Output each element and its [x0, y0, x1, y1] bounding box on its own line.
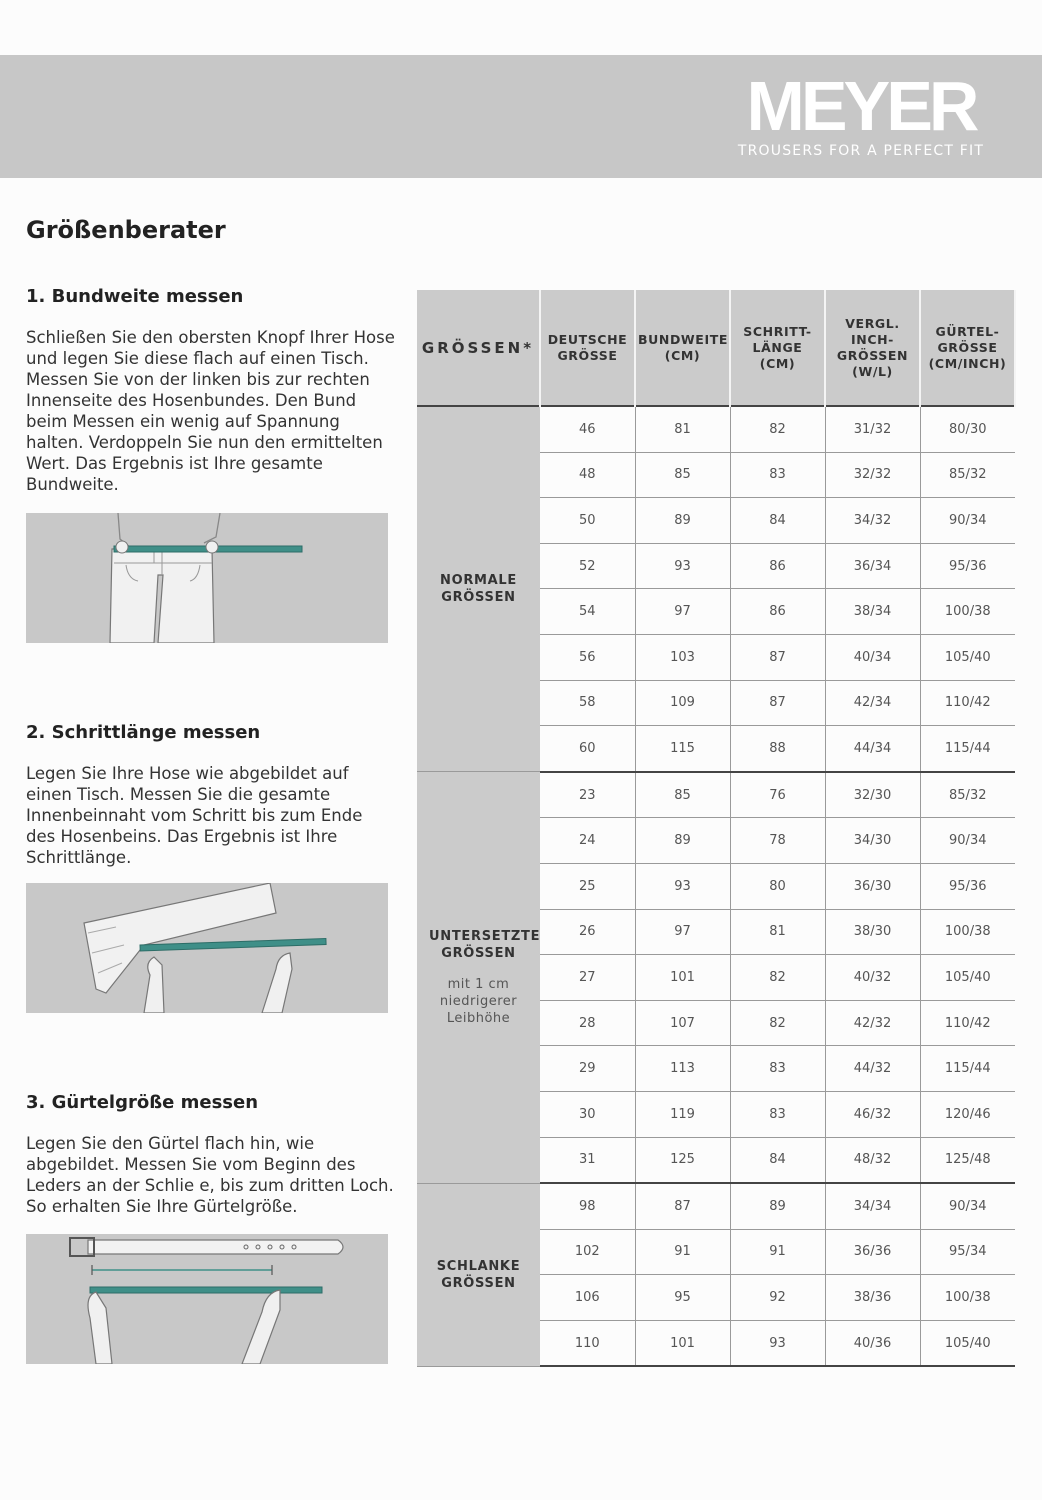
cell-schrittlaenge: 81 — [730, 909, 825, 955]
cell-deutsche-groesse: 50 — [540, 498, 635, 544]
cell-inch-groesse: 34/34 — [825, 1183, 920, 1229]
cell-schrittlaenge: 92 — [730, 1275, 825, 1321]
size-group-note: mit 1 cm niedrigerer Leibhöhe — [439, 976, 518, 1026]
cell-bundweite: 97 — [635, 589, 730, 635]
section-text-schrittlaenge: Legen Sie Ihre Hose wie abgebildet auf einen Tisch. Messen Sie die gesamte Innenbeinnaht vom Schritt bis zum Ende des Hosenbeins. Das Ergebnis ist Ihre Schrittlänge. — [26, 764, 363, 867]
cell-schrittlaenge: 87 — [730, 680, 825, 726]
cell-inch-groesse: 40/32 — [825, 955, 920, 1001]
cell-deutsche-groesse: 102 — [540, 1229, 635, 1275]
cell-schrittlaenge: 86 — [730, 543, 825, 589]
cell-schrittlaenge: 80 — [730, 863, 825, 909]
cell-guertelgroesse: 95/34 — [920, 1229, 1015, 1275]
cell-inch-groesse: 40/36 — [825, 1320, 920, 1366]
cell-bundweite: 119 — [635, 1091, 730, 1137]
belt-measure-illustration — [26, 1234, 388, 1364]
size-group-label — [417, 406, 540, 772]
cell-deutsche-groesse: 52 — [540, 543, 635, 589]
table-row — [417, 772, 1015, 818]
table-row — [417, 406, 1015, 452]
cell-guertelgroesse: 85/32 — [920, 452, 1015, 498]
table-row — [417, 1183, 1015, 1229]
brand-tagline: TROUSERS FOR A PERFECT FIT — [737, 143, 985, 159]
cell-schrittlaenge: 84 — [730, 498, 825, 544]
cell-schrittlaenge: 89 — [730, 1183, 825, 1229]
cell-inch-groesse: 34/32 — [825, 498, 920, 544]
cell-inch-groesse: 44/34 — [825, 726, 920, 772]
cell-bundweite: 91 — [635, 1229, 730, 1275]
size-group-label — [417, 772, 540, 1183]
brand-name: MEYER — [746, 75, 976, 137]
page-title: Größenberater — [26, 216, 226, 244]
cell-bundweite: 93 — [635, 543, 730, 589]
cell-bundweite: 95 — [635, 1275, 730, 1321]
cell-bundweite: 109 — [635, 680, 730, 726]
size-table-body — [417, 406, 1015, 1366]
cell-guertelgroesse: 90/34 — [920, 1183, 1015, 1229]
cell-schrittlaenge: 76 — [730, 772, 825, 818]
cell-inch-groesse: 48/32 — [825, 1137, 920, 1183]
cell-inch-groesse: 38/30 — [825, 909, 920, 955]
cell-deutsche-groesse: 26 — [540, 909, 635, 955]
cell-guertelgroesse: 110/42 — [920, 680, 1015, 726]
cell-inch-groesse: 38/34 — [825, 589, 920, 635]
cell-guertelgroesse: 80/30 — [920, 406, 1015, 452]
cell-deutsche-groesse: 23 — [540, 772, 635, 818]
cell-deutsche-groesse: 48 — [540, 452, 635, 498]
size-group-name: SCHLANKE GRÖSSEN — [436, 1258, 521, 1291]
section-text-bundweite: Schließen Sie den obersten Knopf Ihrer Hose und legen Sie diese flach auf einen Tisch. Messen Sie von der linken bis zur rechten Innenseite des Hosenbundes. Den Bund beim Messen ein wenig auf Spannung halten. Verdoppeln Sie nun den ermittelten Wert. Das Ergebnis ist Ihre gesamte Bundweite. — [26, 328, 395, 494]
section-title-bundweite: 1. Bundweite messen — [26, 286, 244, 307]
size-group-label — [417, 1183, 540, 1366]
cell-schrittlaenge: 87 — [730, 634, 825, 680]
section-title-schrittlaenge: 2. Schrittlänge messen — [26, 722, 261, 743]
cell-bundweite: 85 — [635, 452, 730, 498]
cell-guertelgroesse: 110/42 — [920, 1000, 1015, 1046]
cell-inch-groesse: 32/32 — [825, 452, 920, 498]
cell-inch-groesse: 46/32 — [825, 1091, 920, 1137]
cell-deutsche-groesse: 98 — [540, 1183, 635, 1229]
cell-bundweite: 115 — [635, 726, 730, 772]
header-schrittlaenge: SCHRITT-LÄNGE (CM) — [730, 290, 825, 406]
cell-deutsche-groesse: 56 — [540, 634, 635, 680]
cell-guertelgroesse: 115/44 — [920, 726, 1015, 772]
cell-inch-groesse: 34/30 — [825, 818, 920, 864]
cell-guertelgroesse: 85/32 — [920, 772, 1015, 818]
cell-bundweite: 103 — [635, 634, 730, 680]
cell-schrittlaenge: 82 — [730, 955, 825, 1001]
cell-schrittlaenge: 83 — [730, 1091, 825, 1137]
cell-schrittlaenge: 83 — [730, 452, 825, 498]
header-guertelgroesse: GÜRTEL-GRÖSSE (CM/INCH) — [920, 290, 1015, 406]
cell-guertelgroesse: 105/40 — [920, 634, 1015, 680]
cell-guertelgroesse: 95/36 — [920, 863, 1015, 909]
cell-deutsche-groesse: 24 — [540, 818, 635, 864]
cell-guertelgroesse: 95/36 — [920, 543, 1015, 589]
meyer-logo-graphic — [735, 75, 987, 137]
size-group-name: UNTERSETZTE GRÖSSEN — [429, 928, 541, 961]
cell-deutsche-groesse: 110 — [540, 1320, 635, 1366]
cell-deutsche-groesse: 25 — [540, 863, 635, 909]
cell-guertelgroesse: 90/34 — [920, 498, 1015, 544]
cell-deutsche-groesse: 31 — [540, 1137, 635, 1183]
cell-deutsche-groesse: 106 — [540, 1275, 635, 1321]
cell-deutsche-groesse: 58 — [540, 680, 635, 726]
cell-schrittlaenge: 91 — [730, 1229, 825, 1275]
cell-guertelgroesse: 90/34 — [920, 818, 1015, 864]
size-group-name: NORMALE GRÖSSEN — [439, 573, 517, 606]
cell-schrittlaenge: 93 — [730, 1320, 825, 1366]
cell-guertelgroesse: 105/40 — [920, 1320, 1015, 1366]
table-header-row — [417, 290, 1015, 406]
cell-guertelgroesse: 100/38 — [920, 909, 1015, 955]
header-bundweite: BUNDWEITE (CM) — [635, 290, 730, 406]
cell-deutsche-groesse: 30 — [540, 1091, 635, 1137]
cell-inch-groesse: 36/36 — [825, 1229, 920, 1275]
cell-guertelgroesse: 100/38 — [920, 1275, 1015, 1321]
cell-deutsche-groesse: 28 — [540, 1000, 635, 1046]
section-text-guertel: Legen Sie den Gürtel flach hin, wie abgebildet. Messen Sie vom Beginn des Leders an der Schlie e, bis zum dritten Loch. So erhalten Sie Ihre Gürtelgröße. — [26, 1134, 394, 1216]
cell-schrittlaenge: 86 — [730, 589, 825, 635]
cell-schrittlaenge: 88 — [730, 726, 825, 772]
cell-schrittlaenge: 83 — [730, 1046, 825, 1092]
cell-deutsche-groesse: 54 — [540, 589, 635, 635]
cell-bundweite: 93 — [635, 863, 730, 909]
cell-inch-groesse: 38/36 — [825, 1275, 920, 1321]
brand-logo — [735, 75, 987, 159]
cell-inch-groesse: 31/32 — [825, 406, 920, 452]
cell-guertelgroesse: 125/48 — [920, 1137, 1015, 1183]
cell-bundweite: 87 — [635, 1183, 730, 1229]
cell-inch-groesse: 42/32 — [825, 1000, 920, 1046]
cell-bundweite: 101 — [635, 955, 730, 1001]
cell-bundweite: 81 — [635, 406, 730, 452]
cell-schrittlaenge: 78 — [730, 818, 825, 864]
cell-guertelgroesse: 115/44 — [920, 1046, 1015, 1092]
cell-bundweite: 97 — [635, 909, 730, 955]
section-title-guertel: 3. Gürtelgröße messen — [26, 1092, 259, 1113]
header-deutsche-groesse: DEUTSCHE GRÖSSE — [540, 290, 635, 406]
waist-measure-illustration — [26, 513, 388, 643]
cell-deutsche-groesse: 60 — [540, 726, 635, 772]
cell-inch-groesse: 42/34 — [825, 680, 920, 726]
header-groessen: GRÖSSEN* — [417, 290, 540, 406]
cell-deutsche-groesse: 27 — [540, 955, 635, 1001]
inseam-measure-illustration — [26, 883, 388, 1013]
cell-guertelgroesse: 105/40 — [920, 955, 1015, 1001]
cell-inch-groesse: 32/30 — [825, 772, 920, 818]
cell-bundweite: 89 — [635, 498, 730, 544]
cell-bundweite: 85 — [635, 772, 730, 818]
cell-inch-groesse: 36/30 — [825, 863, 920, 909]
cell-schrittlaenge: 82 — [730, 1000, 825, 1046]
cell-deutsche-groesse: 29 — [540, 1046, 635, 1092]
cell-bundweite: 107 — [635, 1000, 730, 1046]
brand-banner — [0, 55, 1042, 178]
size-table — [417, 290, 1016, 1367]
cell-deutsche-groesse: 46 — [540, 406, 635, 452]
cell-inch-groesse: 44/32 — [825, 1046, 920, 1092]
cell-guertelgroesse: 100/38 — [920, 589, 1015, 635]
cell-bundweite: 89 — [635, 818, 730, 864]
cell-inch-groesse: 36/34 — [825, 543, 920, 589]
cell-guertelgroesse: 120/46 — [920, 1091, 1015, 1137]
cell-bundweite: 113 — [635, 1046, 730, 1092]
cell-schrittlaenge: 82 — [730, 406, 825, 452]
cell-schrittlaenge: 84 — [730, 1137, 825, 1183]
cell-bundweite: 101 — [635, 1320, 730, 1366]
cell-inch-groesse: 40/34 — [825, 634, 920, 680]
header-inch-groessen: VERGL. INCH-GRÖSSEN (W/L) — [825, 290, 920, 406]
cell-bundweite: 125 — [635, 1137, 730, 1183]
